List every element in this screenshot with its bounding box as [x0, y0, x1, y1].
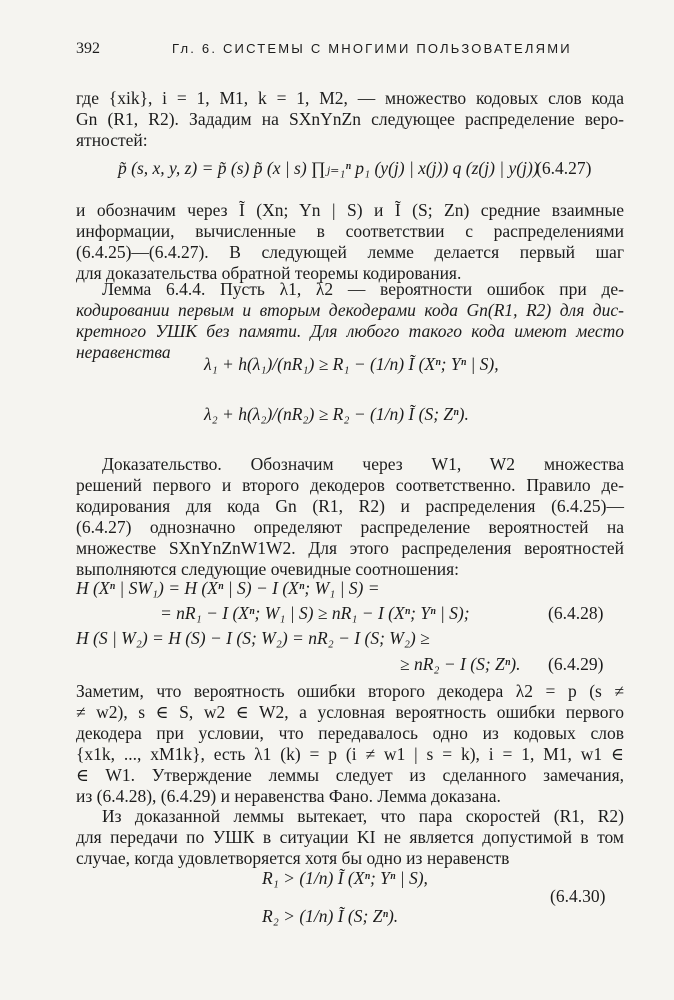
text-line: для передачи по УШК в ситуации KI не является допустимой в том: [76, 827, 624, 847]
running-title: Гл. 6. СИСТЕМЫ С МНОГИМИ ПОЛЬЗОВАТЕЛЯМИ: [172, 41, 572, 56]
equation-number: (6.4.29): [548, 654, 604, 674]
page-number: 392: [76, 40, 100, 57]
text-line: кретного УШК без памяти. Для любого такого кода имеют место: [76, 321, 624, 341]
text-line: и обозначим через Ĩ (Xn; Yn | S) и Ĩ (S; Zn) средние взаимные: [76, 200, 624, 220]
text-line: Лемма 6.4.4. Пусть λ1, λ2 — вероятности ошибок при де-: [102, 279, 624, 299]
lemma-statement: [76, 279, 624, 363]
text-line: выполняются следующие очевидные соотношения:: [76, 559, 460, 579]
text-line: ятностей:: [76, 130, 148, 150]
equation-number: (6.4.27): [536, 158, 592, 178]
equation-number: (6.4.28): [548, 603, 604, 623]
text-line: множестве SXnYnZnW1W2. Для этого распределения вероятностей: [76, 538, 624, 558]
paragraph-remark: [76, 681, 624, 807]
text-line: Доказательство. Обозначим через W1, W2 множества: [102, 454, 624, 474]
text-line: ≠ w2), s ∈ S, w2 ∈ W2, а условная вероятность ошибки первого: [76, 702, 624, 722]
text-line: декодера при условии, что передавалось одно из кодовых слов: [76, 723, 624, 743]
text-line: для доказательства обратной теоремы кодирования.: [76, 263, 462, 283]
text-line: случае, когда удовлетворяется хотя бы одно из неравенств: [76, 848, 510, 868]
page-header: [76, 40, 624, 64]
text-line: (6.4.25)—(6.4.27). В следующей лемме делается первый шаг: [76, 242, 624, 262]
formula-6-4-29-line1: H (S | W₂) = H (S) − I (S; W₂) = nR₂ − I (S; W₂) ≥: [76, 628, 430, 648]
text-line: (6.4.27) однозначно определяют распределение вероятностей на: [76, 517, 624, 537]
formula-6-4-28-line1: H (Xⁿ | SW₁) = H (Xⁿ | S) − I (Xⁿ; W₁ | S) =: [76, 578, 380, 598]
formula-6-4-30-line2: R₂ > (1/n) Ĩ (S; Zⁿ).: [262, 906, 399, 926]
text-line: где {xik}, i = 1, M1, k = 1, M2, — множество кодовых слов кода: [76, 88, 624, 108]
text-line: Из доказанной леммы вытекает, что пара скоростей (R1, R2): [102, 806, 624, 826]
text-line: информации, вычисленные в соответствии с распределениями: [76, 221, 624, 241]
equation-number: (6.4.30): [550, 886, 606, 906]
paragraph-intro: [76, 88, 624, 151]
text-line: неравенства: [76, 342, 171, 362]
text-line: кодировании первым и вторым декодерами кода Gn(R1, R2) для дис-: [76, 300, 624, 320]
text-line: из (6.4.28), (6.4.29) и неравенства Фано. Лемма доказана.: [76, 786, 501, 806]
text-line: Gn (R1, R2). Зададим на SXnYnZn следующее распределение веро-: [76, 109, 624, 129]
paragraph-definitions: [76, 200, 624, 284]
formula-6-4-29-line2: ≥ nR₂ − I (S; Zⁿ).: [400, 654, 521, 674]
formula-6-4-28-line2: = nR₁ − I (Xⁿ; W₁ | S) ≥ nR₁ − I (Xⁿ; Yⁿ | S);: [160, 603, 470, 623]
paragraph-conclusion: [76, 806, 624, 869]
inequality-2: λ₂ + h(λ₂)/(nR₂) ≥ R₂ − (1/n) Ĩ (S; Zⁿ).: [204, 404, 469, 424]
text-line: решений первого и второго декодеров соответственно. Правило де-: [76, 475, 624, 495]
text-line: {x1k, ..., xM1k}, есть λ1 (k) = p (i ≠ w1 | s = k), i = 1, M1, w1 ∈: [76, 744, 624, 764]
proof-paragraph: [76, 454, 624, 580]
formula-6-4-27: p̃ (s, x, y, z) = p̃ (s) p̃ (x | s) ∏ⱼ₌₁ⁿ p₁ (y(j) | x(j)) q (z(j) | y(j)): [118, 158, 539, 178]
text-line: ∈ W1. Утверждение леммы следует из сделанного замечания,: [76, 765, 624, 785]
text-line: Заметим, что вероятность ошибки второго декодера λ2 = p (s ≠: [76, 681, 624, 701]
formula-6-4-30-line1: R₁ > (1/n) Ĩ (Xⁿ; Yⁿ | S),: [262, 868, 428, 888]
text-line: кодирования для кода Gn (R1, R2) и распределения (6.4.25)—: [76, 496, 624, 516]
inequality-1: λ₁ + h(λ₁)/(nR₁) ≥ R₁ − (1/n) Ĩ (Xⁿ; Yⁿ | S),: [204, 354, 499, 374]
